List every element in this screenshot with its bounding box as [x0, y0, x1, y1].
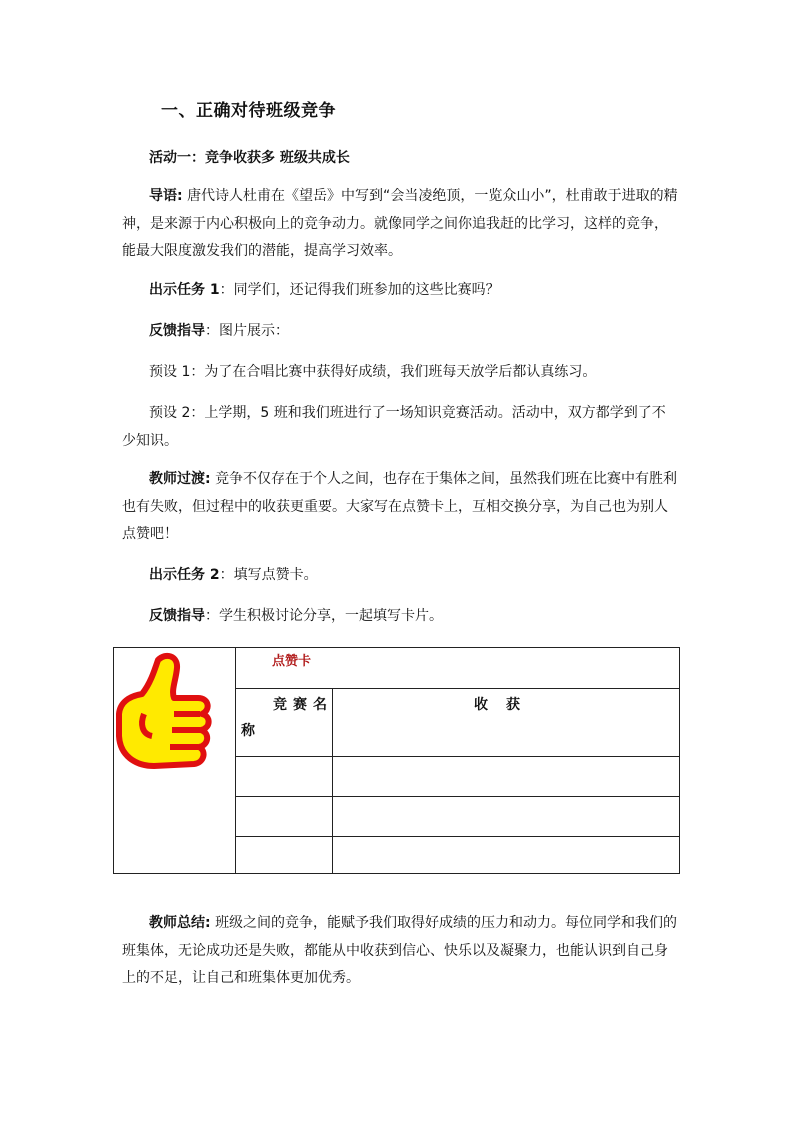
grid-row-line	[236, 836, 679, 837]
summary-label: 教师总结	[149, 915, 205, 931]
feedback2-paragraph: 反馈指导：学生积极讨论分享，一起填写卡片。	[149, 608, 443, 624]
task1-label: 出示任务 1	[149, 282, 220, 298]
feedback2-label: 反馈指导	[149, 608, 205, 624]
summary-paragraph: 教师总结: 班级之间的竞争，能赋予我们取得好成绩的压力和动力。每位同学和我们的班集体，无论成功还是失败，都能从中收获到信心、快乐以及凝聚力，也能认识到自己身上的不足，让自己和班集体更加优秀。	[122, 915, 678, 986]
task2-label: 出示任务 2	[149, 567, 220, 583]
feedback1-text: 图片展示：	[219, 323, 289, 339]
col-header-competition: 竞赛名 称	[241, 697, 333, 739]
grid-row-line	[236, 796, 679, 797]
intro-paragraph: 导语: 唐代诗人杜甫在《望岳》中写到“会当凌绝顶，一览众山小”，杜甫敢于进取的精神，是来源于内心积极向上的竞争动力。就像同学之间你追我赶的比学习，这样的竞争，能最大限度激发我们的潜能，提高学习效率。	[122, 188, 678, 259]
feedback1-label: 反馈指导	[149, 323, 205, 339]
task1-paragraph: 出示任务 1：同学们，还记得我们班参加的这些比赛吗？	[149, 282, 500, 298]
preset2-paragraph: 预设 2：上学期，5 班和我们班进行了一场知识竞赛活动。活动中，双方都学到了不少知识。	[122, 405, 666, 449]
transition-label: 教师过渡	[149, 471, 205, 487]
transition-text: 竞争不仅存在于个人之间，也存在于集体之间，虽然我们班在比赛中有胜利也有失败，但过程中的收获更重要。大家写在点赞卡上，互相交换分享，为自己也为别人点赞吧！	[122, 471, 678, 542]
thumbs-up-icon	[114, 648, 220, 788]
feedback1-paragraph: 反馈指导：图片展示：	[149, 323, 289, 339]
transition-paragraph: 教师过渡: 竞争不仅存在于个人之间，也存在于集体之间，虽然我们班在比赛中有胜利也有失败，但过程中的收获更重要。大家写在点赞卡上，互相交换分享，为自己也为别人点赞吧！	[122, 471, 678, 542]
card-grid	[236, 688, 679, 873]
summary-text: 班级之间的竞争，能赋予我们取得好成绩的压力和动力。每位同学和我们的班集体，无论成功还是失败，都能从中收获到信心、快乐以及凝聚力，也能认识到自己身上的不足，让自己和班集体更加优秀。	[122, 915, 678, 986]
intro-text: 唐代诗人杜甫在《望岳》中写到“会当凌绝顶，一览众山小”，杜甫敢于进取的精神，是来源于内心积极向上的竞争动力。就像同学之间你追我赶的比学习，这样的竞争，能最大限度激发我们的潜能，提高学习效率。	[122, 188, 678, 259]
task2-text: 填写点赞卡。	[233, 567, 318, 583]
feedback2-text: 学生积极讨论分享，一起填写卡片。	[219, 608, 443, 624]
activity-title: 活动一：竞争收获多 班级共成长	[149, 150, 350, 166]
section-heading: 一、正确对待班级竞争	[161, 101, 336, 121]
grid-row-line	[236, 756, 679, 757]
card-title: 点赞卡	[272, 654, 312, 669]
praise-card	[113, 647, 680, 874]
task2-paragraph: 出示任务 2：填写点赞卡。	[149, 567, 318, 583]
preset1-paragraph: 预设 1：为了在合唱比赛中获得好成绩，我们班每天放学后都认真练习。	[149, 364, 597, 380]
task1-text: 同学们，还记得我们班参加的这些比赛吗？	[233, 282, 500, 298]
intro-label: 导语	[149, 188, 177, 204]
col-header-gains: 收获	[474, 697, 538, 713]
